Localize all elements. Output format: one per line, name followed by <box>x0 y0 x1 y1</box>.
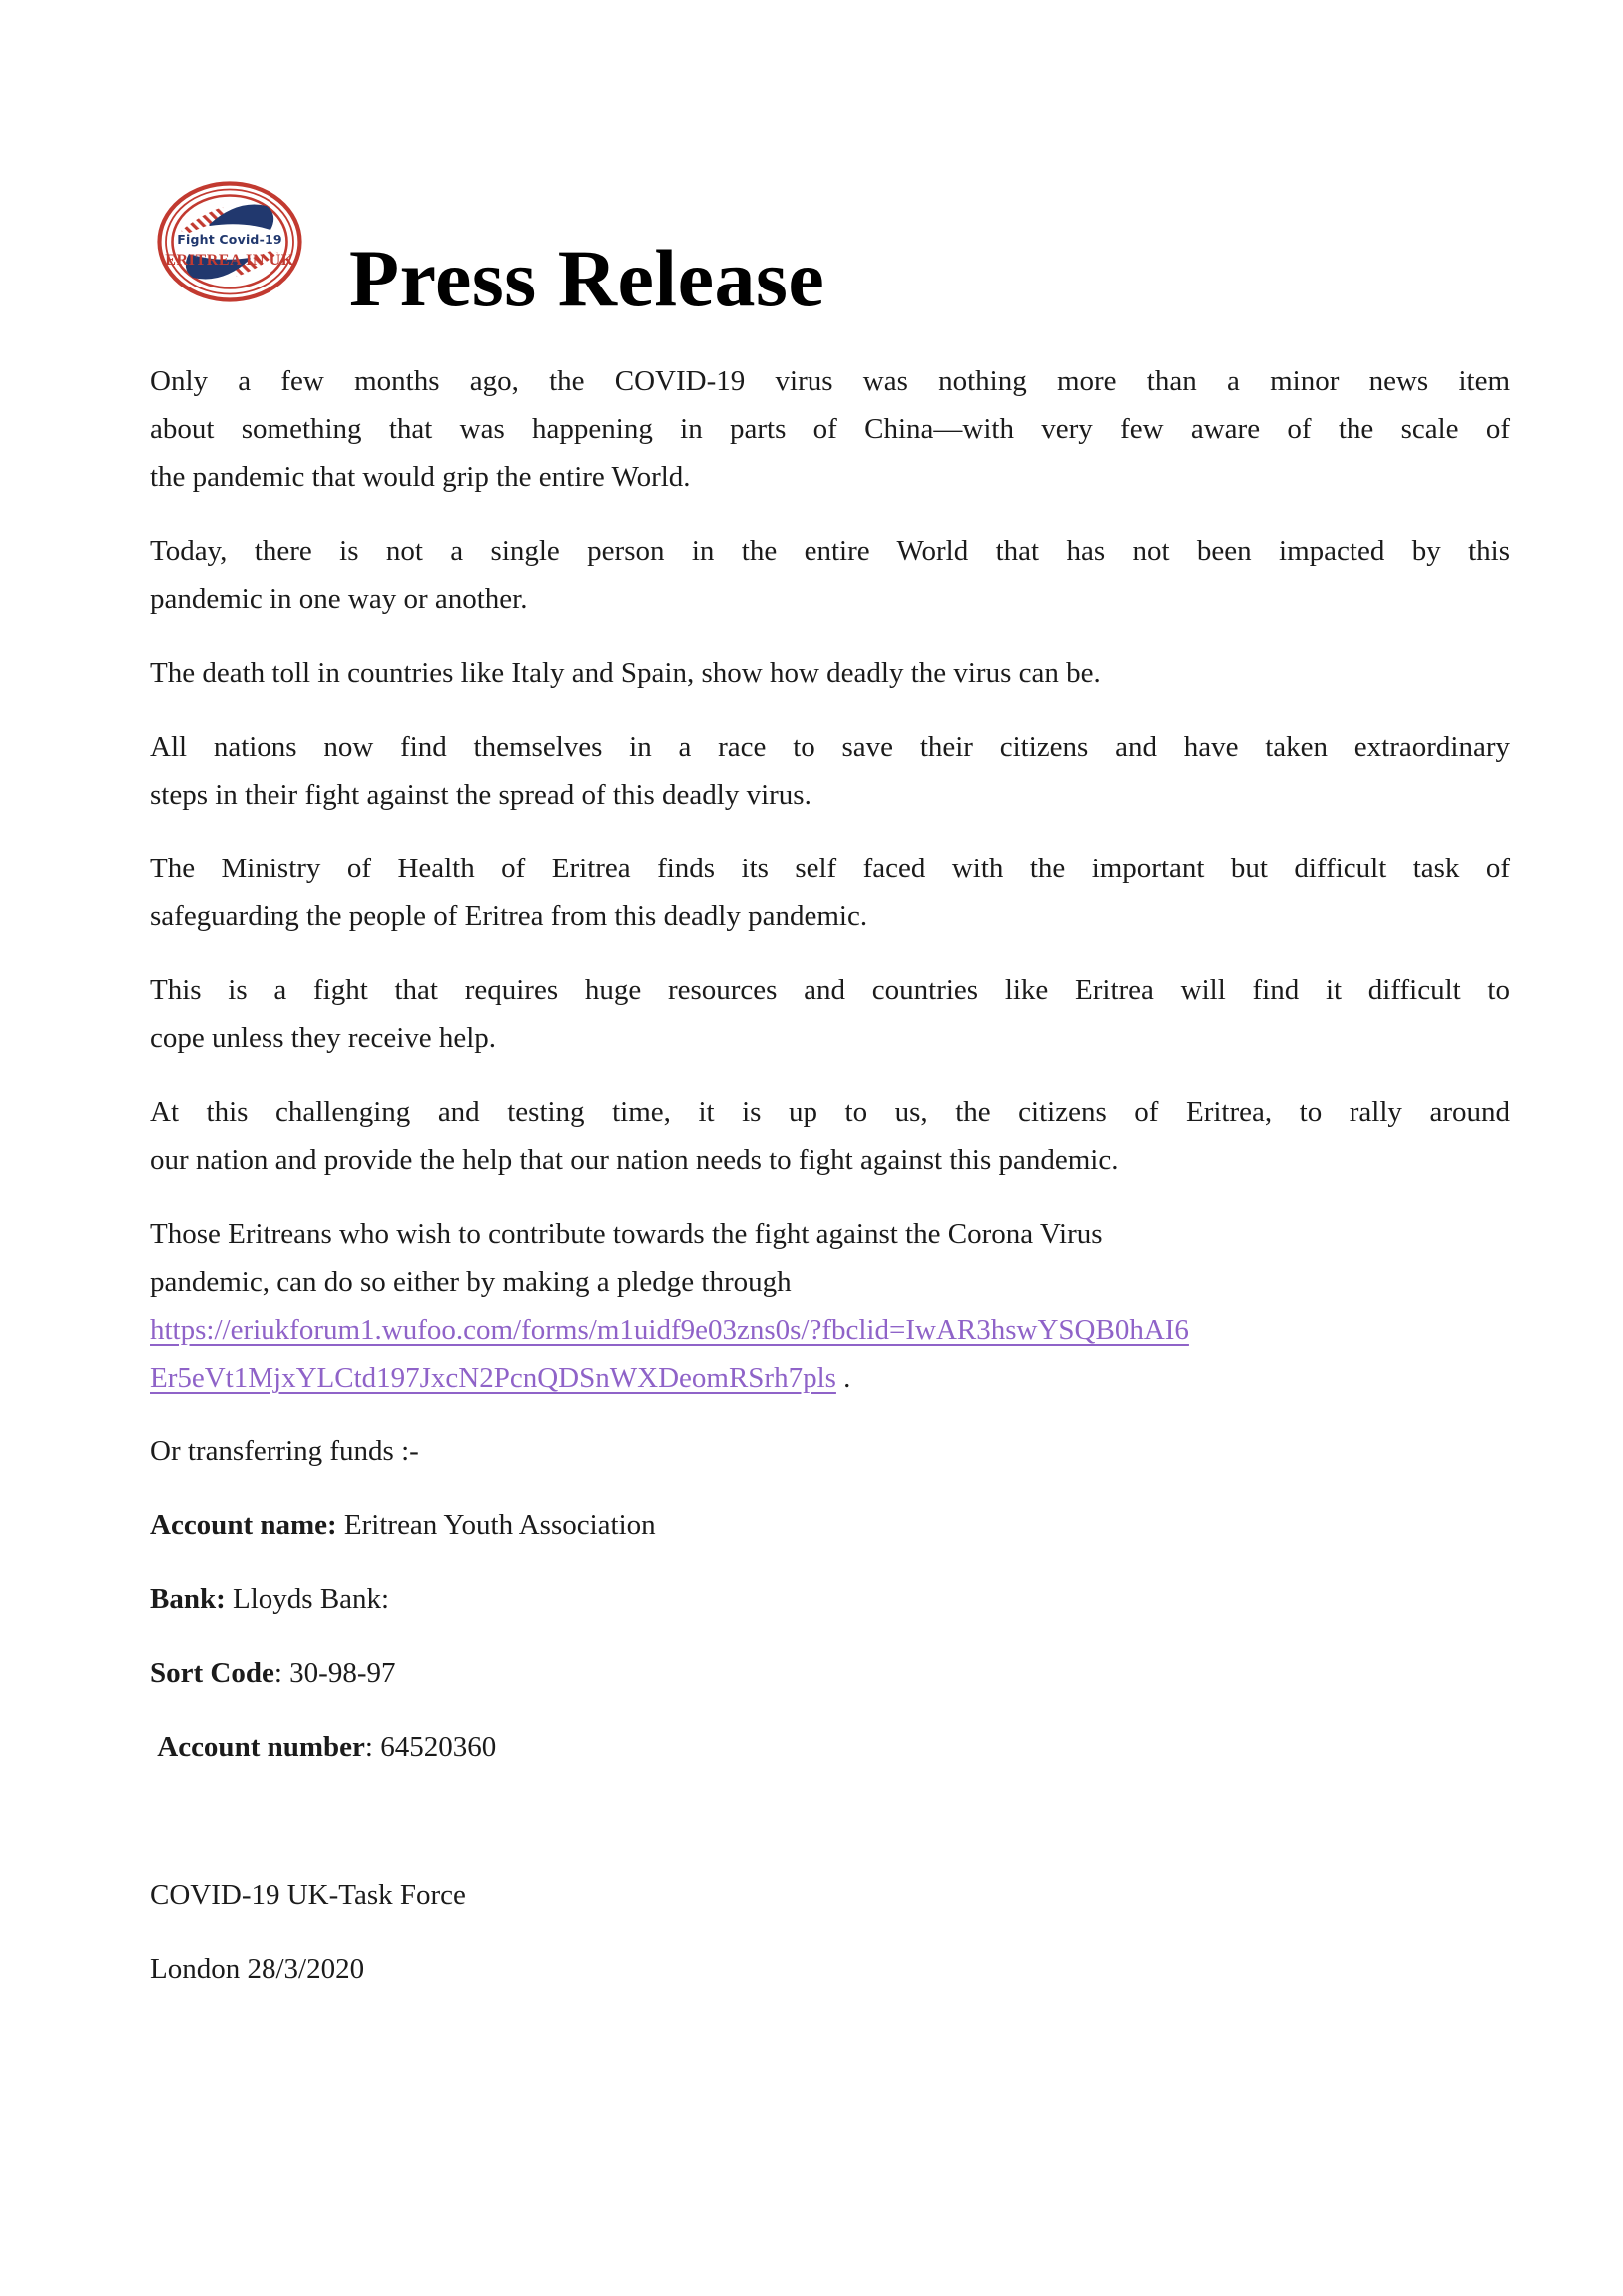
text-line <box>150 575 1510 623</box>
text-line <box>150 405 1510 453</box>
text-line <box>150 1014 1510 1062</box>
fight-covid19-eritrea-uk-logo <box>157 181 302 302</box>
text-run: our nation and provide the help that our nation needs to fight against this pandemic. <box>150 1144 1119 1176</box>
text-line <box>150 1354 1510 1402</box>
text-run: . <box>835 1362 851 1394</box>
text-line <box>150 1649 1510 1697</box>
text-line <box>150 771 1510 819</box>
paragraph-date <box>150 1945 1510 1993</box>
text-line <box>150 845 1510 892</box>
text-run: The death toll in countries like Italy and Spain, show how deadly the virus can be. <box>150 657 1101 689</box>
field-label: Bank: <box>150 1583 226 1615</box>
text-line <box>150 1797 1510 1845</box>
text-line <box>150 892 1510 940</box>
text-run: At this challenging and testing time, it is up to us, the citizens of Eritrea, to rally around <box>150 1096 1510 1128</box>
field-label: Account name: <box>150 1509 337 1541</box>
paragraph-all-nations <box>150 723 1510 819</box>
paragraph-bank <box>150 1575 1510 1623</box>
text-run: Eritrean Youth Association <box>336 1509 656 1541</box>
paragraph-intro <box>150 357 1510 501</box>
text-run: Only a few months ago, the COVID-19 virus was nothing more than a minor news item <box>150 365 1510 397</box>
pledge-form-link[interactable]: https://eriukforum1.wufoo.com/forms/m1uidf9e03zns0s/?fbclid=IwAR3hswYSQB0hAI6 <box>150 1314 1189 1346</box>
text-run: cope unless they receive help. <box>150 1022 497 1054</box>
text-run: The Ministry of Health of Eritrea finds its self faced with the important but difficult task of <box>150 853 1510 884</box>
text-run: Today, there is not a single person in the entire World that has not been impacted by this <box>150 535 1510 567</box>
text-run: : 30-98-97 <box>273 1657 396 1689</box>
text-line <box>150 1088 1510 1136</box>
page-title: Press Release <box>349 233 825 323</box>
paragraph-task-force <box>150 1871 1510 1919</box>
text-run: pandemic in one way or another. <box>150 583 528 615</box>
text-run: Lloyds Bank: <box>225 1583 390 1615</box>
paragraph-death-toll <box>150 649 1510 697</box>
text-line <box>150 966 1510 1014</box>
document-body <box>150 357 1510 2018</box>
text-line <box>150 1575 1510 1623</box>
text-line <box>150 357 1510 405</box>
paragraph-account-name <box>150 1501 1510 1549</box>
logo-text-fight-covid: Fight Covid-19 <box>177 232 282 247</box>
text-line <box>150 453 1510 501</box>
paragraph-ministry <box>150 845 1510 940</box>
text-run: steps in their fight against the spread of this deadly virus. <box>150 779 812 811</box>
text-line <box>150 1306 1510 1354</box>
paragraph-rally <box>150 1088 1510 1184</box>
text-line <box>150 527 1510 575</box>
text-line <box>150 649 1510 697</box>
text-run: This is a fight that requires huge resources and countries like Eritrea will find it difficult to <box>150 974 1510 1006</box>
paragraph-blank <box>150 1797 1510 1845</box>
text-run: All nations now find themselves in a race to save their citizens and have taken extraordinary <box>150 731 1510 763</box>
paragraph-account-number <box>150 1723 1510 1771</box>
text-line <box>150 1258 1510 1306</box>
field-label: Sort Code <box>150 1657 274 1689</box>
text-run: the pandemic that would grip the entire World. <box>150 461 691 493</box>
text-line <box>150 1723 1510 1771</box>
text-run: safeguarding the people of Eritrea from this deadly pandemic. <box>150 900 868 932</box>
text-run: Or transferring funds :- <box>150 1435 419 1467</box>
text-run: : 64520360 <box>364 1731 497 1763</box>
text-run: Those Eritreans who wish to contribute towards the fight against the Corona Virus <box>150 1218 1103 1250</box>
paragraph-transfer-funds <box>150 1428 1510 1475</box>
text-line <box>150 1501 1510 1549</box>
text-run: COVID-19 UK-Task Force <box>150 1879 466 1911</box>
text-line <box>150 1210 1510 1258</box>
text-run: London 28/3/2020 <box>150 1953 365 1985</box>
pledge-form-link[interactable]: Er5eVt1MjxYLCtd197JxcN2PcnQDSnWXDeomRSrh7pls <box>150 1362 836 1394</box>
text-line <box>150 723 1510 771</box>
paragraph-sort-code <box>150 1649 1510 1697</box>
text-run: pandemic, can do so either by making a pledge through <box>150 1266 792 1298</box>
text-line <box>150 1871 1510 1919</box>
paragraph-contribute <box>150 1210 1510 1402</box>
paragraph-fight-resources <box>150 966 1510 1062</box>
paragraph-today <box>150 527 1510 623</box>
text-run: about something that was happening in parts of China—with very few aware of the scale of <box>150 413 1510 445</box>
logo-text-eritrea-uk: ERITREA IN UK <box>165 252 294 269</box>
field-label: Account number <box>157 1731 365 1763</box>
text-line <box>150 1136 1510 1184</box>
text-line <box>150 1428 1510 1475</box>
text-line <box>150 1945 1510 1993</box>
